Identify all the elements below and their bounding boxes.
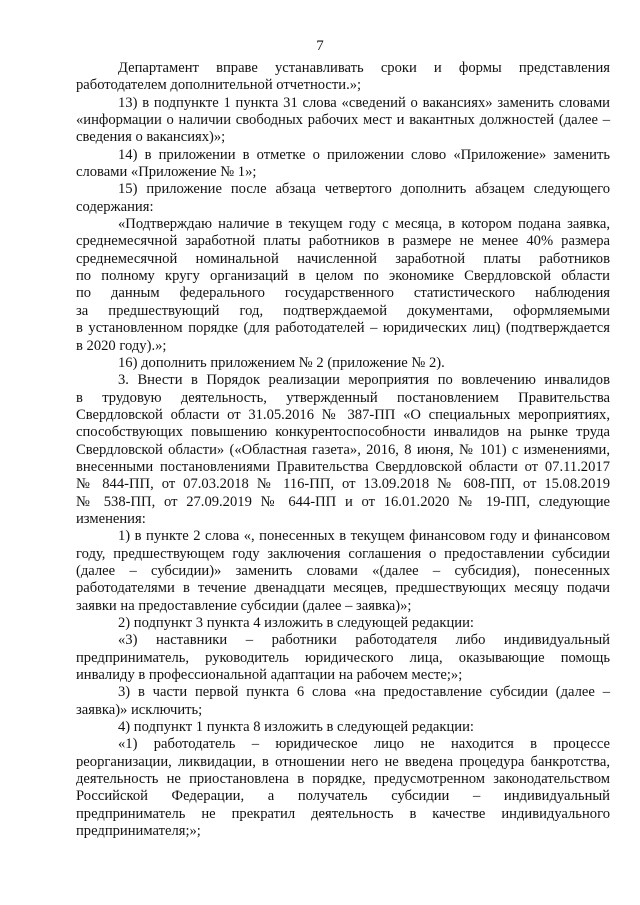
text-line: 15) приложение после абзаца четвертого дополнить абзацем следующего <box>118 181 610 198</box>
text-line: инвалиду в профессиональной адаптации на рабочем месте;»; <box>76 667 463 684</box>
text-line: 1) в пункте 2 слова «, понесенных в текущем финансовом году и финансовом <box>118 528 610 545</box>
text-line: № 538-ПП, от 27.09.2019 № 644-ПП и от 16.01.2020 № 19-ПП, следующие <box>76 493 610 510</box>
text-line: реорганизации, ликвидации, в отношении него не введена процедура банкротства, <box>76 753 610 770</box>
text-line: в установленном порядке (для работодателей – юридических лиц) (подтверждается <box>76 320 610 337</box>
text-line: способствующих повышению конкурентоспособности инвалидов на рынке труда <box>76 424 610 441</box>
text-line: «информации о наличии свободных рабочих мест и вакантных должностей (далее – <box>76 112 610 129</box>
text-line: 16) дополнить приложением № 2 (приложение № 2). <box>118 354 445 371</box>
paragraph-p4 <box>76 181 610 216</box>
text-line: за предшествующий год, подтверждаемой документами, оформляемыми <box>76 302 610 319</box>
text-line: 3) в части первой пункта 6 слова «на предоставление субсидии (далее – <box>118 684 610 701</box>
text-line: 2) подпункт 3 пункта 4 изложить в следующей редакции: <box>118 615 474 631</box>
text-line: сведения о вакансиях)»; <box>76 129 226 146</box>
text-line: содержания: <box>76 198 154 215</box>
paragraph-p3 <box>76 147 610 182</box>
text-line: предприниматель, руководитель юридического лица, оказывающие помощь <box>76 649 610 666</box>
text-line: № 844-ПП, от 07.03.2018 № 116-ПП, от 13.09.2018 № 608-ПП, от 15.08.2019 <box>76 476 610 493</box>
text-line: году, предшествующем году заключения соглашения о предоставлении субсидии <box>76 545 610 562</box>
text-line: предпринимателя;»; <box>76 823 201 840</box>
text-line: по данным федерального государственного статистического наблюдения <box>76 285 610 302</box>
document-body <box>76 60 610 840</box>
paragraph-p7 <box>76 372 610 528</box>
text-line: Свердловской области» («Областная газета», 2016, 8 июня, № 101) с изменениями, <box>76 441 610 458</box>
text-line: предприниматель не прекратил деятельность в качестве индивидуального <box>76 805 610 822</box>
paragraph-p9 <box>76 615 610 632</box>
paragraph-p2 <box>76 95 610 147</box>
page-number: 7 <box>316 38 324 54</box>
text-line: среднемесячной заработной платы работников в размере не менее 40% размера <box>76 233 610 250</box>
text-line: (далее – субсидии)» заменить словами «(далее – субсидия), понесенных <box>76 562 610 579</box>
text-line: по полному кругу организаций в целом по экономике Свердловской области <box>76 268 610 285</box>
text-line: «3) наставники – работники работодателя либо индивидуальный <box>118 632 610 649</box>
text-line: 14) в приложении в отметке о приложении слово «Приложение» заменить <box>118 146 610 163</box>
text-line: Свердловской области от 31.05.2016 № 387-ПП «О специальных мероприятиях, <box>76 406 610 423</box>
text-line: Департамент вправе устанавливать сроки и формы представления <box>118 60 610 76</box>
text-line: работодателями в течение двенадцати месяцев, предшествующих месяцу подачи <box>76 580 610 597</box>
text-line: изменения: <box>76 510 146 527</box>
text-line: внесенными постановлениями Правительства Свердловской области от 07.11.2017 <box>76 458 610 475</box>
text-line: в трудовую деятельность, утвержденный постановлением Правительства <box>76 389 610 406</box>
text-line: среднемесячной номинальной начисленной заработной платы работников <box>76 250 610 267</box>
text-line: в 2020 году).»; <box>76 337 167 354</box>
paragraph-p5 <box>76 216 610 355</box>
text-line: работодателем дополнительной отчетности.»; <box>76 77 362 94</box>
paragraph-p11 <box>76 684 610 719</box>
text-line: деятельность не приостановлена в порядке, предусмотренном законодательством <box>76 771 610 788</box>
paragraph-p13 <box>76 736 610 840</box>
paragraph-p1 <box>76 60 610 95</box>
paragraph-p6 <box>76 355 610 372</box>
text-line: «Подтверждаю наличие в текущем году с месяца, в котором подана заявка, <box>118 216 610 233</box>
text-line: 3. Внести в Порядок реализации мероприятия по вовлечению инвалидов <box>118 372 610 389</box>
text-line: заявки на предоставление субсидии (далее – заявка)»; <box>76 597 412 614</box>
text-line: 13) в подпункте 1 пункта 31 слова «сведений о вакансиях» заменить словами <box>118 94 610 111</box>
text-line: 4) подпункт 1 пункта 8 изложить в следующей редакции: <box>118 719 474 736</box>
text-line: Российской Федерации, а получатель субсидии – индивидуальный <box>76 788 610 805</box>
text-line: словами «Приложение № 1»; <box>76 164 257 181</box>
paragraph-p8 <box>76 528 610 615</box>
text-line: «1) работодатель – юридическое лицо не находится в процессе <box>118 736 610 753</box>
paragraph-p12 <box>76 719 610 736</box>
paragraph-p10 <box>76 632 610 684</box>
text-line: заявка)» исключить; <box>76 701 203 718</box>
